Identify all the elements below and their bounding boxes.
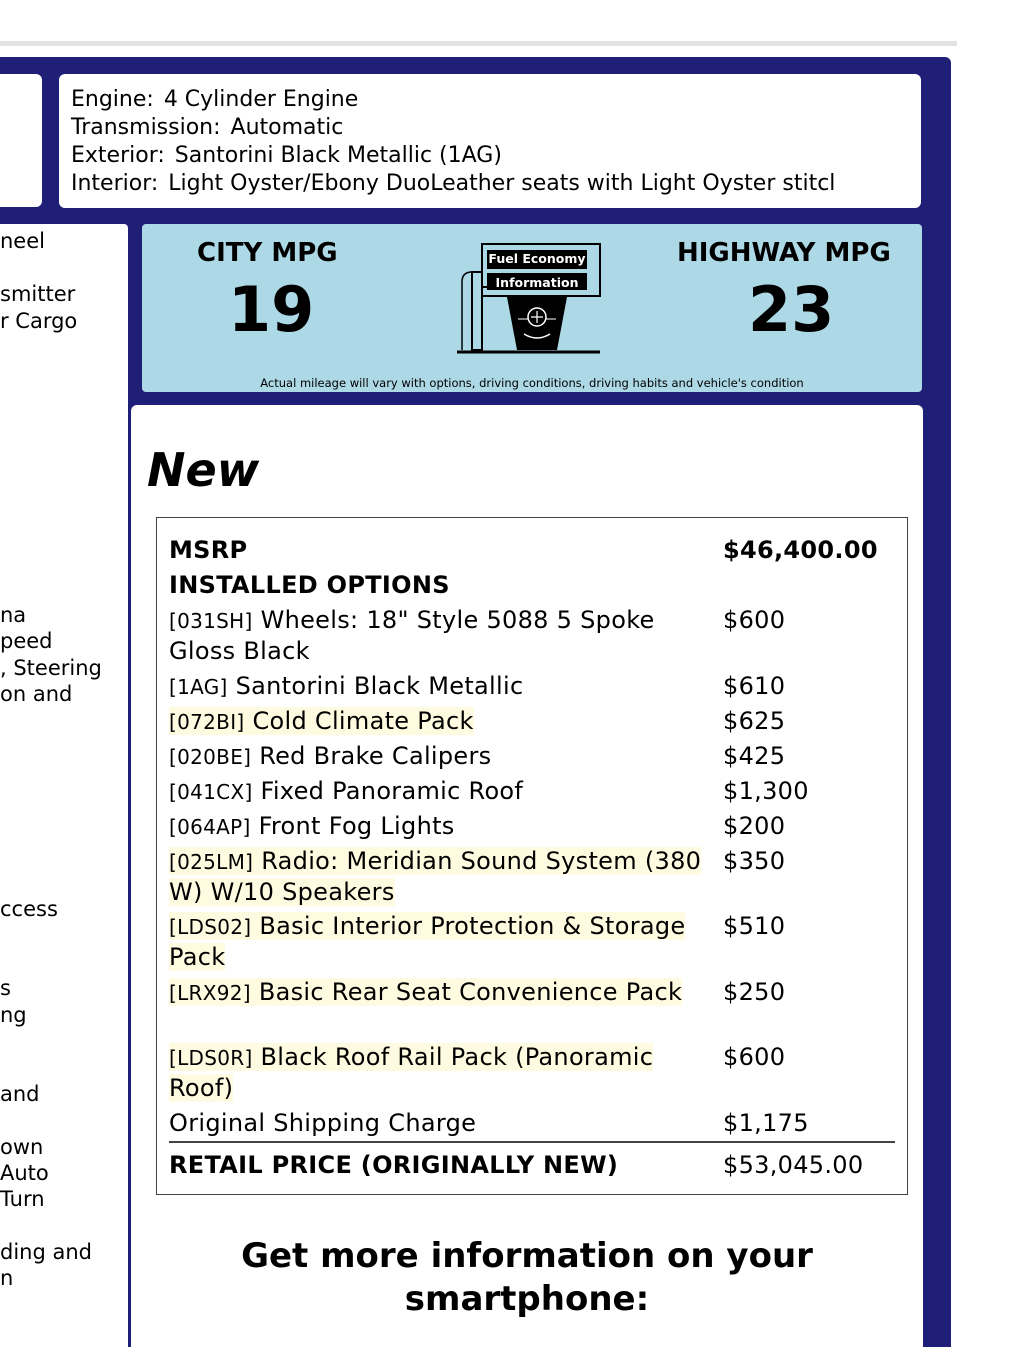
msrp-value: $46,400.00 bbox=[723, 536, 878, 564]
option-code: [041CX] bbox=[169, 780, 253, 804]
option-code: [031SH] bbox=[169, 609, 253, 633]
option-name: Basic Interior Protection & Storage Pack bbox=[169, 912, 686, 971]
engine-line: Engine: 4 Cylinder Engine bbox=[71, 87, 359, 112]
transmission-line: Transmission: Automatic bbox=[71, 115, 344, 140]
option-code: [LRX92] bbox=[169, 981, 251, 1005]
feature-fragment: and bbox=[0, 1082, 40, 1106]
total-divider bbox=[169, 1141, 895, 1143]
feature-fragment: na bbox=[0, 603, 27, 627]
option-name: Radio: Meridian Sound System (380 W) W/10 Speakers bbox=[169, 847, 702, 906]
option-name: Black Roof Rail Pack (Panoramic Roof) bbox=[169, 1043, 654, 1102]
option-code: [072BI] bbox=[169, 710, 245, 734]
option-price: $510 bbox=[723, 912, 786, 940]
standard-features-column bbox=[0, 224, 128, 1354]
option-name: Red Brake Calipers bbox=[259, 742, 492, 770]
interior-line: Interior: Light Oyster/Ebony DuoLeather seats with Light Oyster stitcl bbox=[71, 171, 836, 196]
feature-fragment: ding and bbox=[0, 1240, 92, 1264]
engine-value: 4 Cylinder Engine bbox=[163, 87, 359, 112]
smartphone-info-heading: Get more information on your smartphone: bbox=[241, 1236, 813, 1319]
shipping-label: Original Shipping Charge bbox=[169, 1109, 477, 1137]
vehicle-specs-panel bbox=[59, 74, 921, 208]
feature-fragment: s bbox=[0, 976, 11, 1000]
msrp-label: MSRP bbox=[169, 536, 248, 564]
condition-heading: New bbox=[147, 443, 260, 497]
option-price: $425 bbox=[723, 742, 786, 770]
top-divider bbox=[0, 41, 957, 46]
option-name: Wheels: 18" Style 5088 5 Spoke Gloss Black bbox=[169, 606, 655, 665]
option-name: Front Fog Lights bbox=[258, 812, 455, 840]
feature-fragment: on and bbox=[0, 682, 73, 706]
fuel-economy-panel bbox=[142, 224, 922, 392]
city-mpg-value: 19 bbox=[228, 273, 315, 346]
feature-fragment: smitter bbox=[0, 282, 76, 306]
option-name: Fixed Panoramic Roof bbox=[260, 777, 524, 805]
feature-fragment: peed bbox=[0, 629, 53, 653]
feature-fragment: r Cargo bbox=[0, 309, 78, 333]
city-mpg-label: CITY MPG bbox=[197, 238, 338, 268]
option-name: Santorini Black Metallic bbox=[235, 672, 524, 700]
option-code: [025LM] bbox=[169, 850, 254, 874]
pricing-panel bbox=[131, 405, 923, 1355]
option-price: $600 bbox=[723, 606, 786, 634]
retail-price-value: $53,045.00 bbox=[723, 1151, 864, 1179]
option-code: [020BE] bbox=[169, 745, 252, 769]
option-price: $600 bbox=[723, 1043, 786, 1071]
interior-value: Light Oyster/Ebony DuoLeather seats with Light Oyster stitcl bbox=[168, 171, 836, 196]
feature-fragment: ng bbox=[0, 1003, 27, 1027]
option-name: Cold Climate Pack bbox=[252, 707, 474, 735]
exterior-line: Exterior: Santorini Black Metallic (1AG) bbox=[71, 143, 502, 168]
option-price: $200 bbox=[723, 812, 786, 840]
shipping-value: $1,175 bbox=[723, 1109, 809, 1137]
feature-fragment: n bbox=[0, 1266, 14, 1290]
highway-mpg-label: HIGHWAY MPG bbox=[677, 238, 891, 268]
feature-fragment: own bbox=[0, 1135, 44, 1159]
option-code: [1AG] bbox=[169, 675, 228, 699]
option-code: [LDS02] bbox=[169, 915, 252, 939]
option-price: $250 bbox=[723, 978, 786, 1006]
price-table: MSRP $46,400.00 INSTALLED OPTIONS [031SH] Wheels: 18" Style 5088 5 Spoke Gloss Black $600 [1AG] Santorini Black Metallic $610 [072BI] Cold Climate Pack $625 [020BE] Red Brake Calipers $425 [041CX] Fixed Panoramic Roof $1,300 [064AP] Front Fog Lights $200 [025LM] Radio: Meridian Sound System (380 W) W/10 Speakers $350 [LDS02] Basic Interior Protection & Storage Pack $510 [LRX92] Basic Rear Seat Convenience Pack $250 [LDS0R] Black Roof Rail Pack (Panoramic Roof) $600 Original Shipping Charge $1,175 RETAIL PRICE (ORIGINALLY NEW) $53,045.00 bbox=[156, 517, 908, 1195]
feature-fragment: neel bbox=[0, 229, 45, 253]
option-price: $610 bbox=[723, 672, 786, 700]
feature-fragment: , Steering bbox=[0, 656, 102, 680]
fuel-economy-badge-line1: Fuel Economy bbox=[488, 251, 586, 266]
option-name: Basic Rear Seat Convenience Pack bbox=[258, 978, 683, 1006]
exterior-value: Santorini Black Metallic (1AG) bbox=[174, 143, 502, 168]
transmission-value: Automatic bbox=[230, 115, 344, 140]
fuel-economy-badge-line2: Information bbox=[495, 275, 579, 290]
option-code: [LDS0R] bbox=[169, 1046, 253, 1070]
left-top-panel bbox=[0, 74, 42, 207]
feature-fragment: Turn bbox=[0, 1187, 45, 1211]
feature-fragment: Auto bbox=[0, 1161, 49, 1185]
highway-mpg-value: 23 bbox=[748, 273, 835, 346]
option-code: [064AP] bbox=[169, 815, 251, 839]
feature-fragment: ccess bbox=[0, 897, 58, 921]
retail-price-label: RETAIL PRICE (ORIGINALLY NEW) bbox=[169, 1151, 619, 1179]
option-price: $1,300 bbox=[723, 777, 809, 805]
mileage-disclaimer: Actual mileage will vary with options, driving conditions, driving habits and vehicle's condition bbox=[260, 376, 804, 390]
option-price: $625 bbox=[723, 707, 786, 735]
option-price: $350 bbox=[723, 847, 786, 875]
